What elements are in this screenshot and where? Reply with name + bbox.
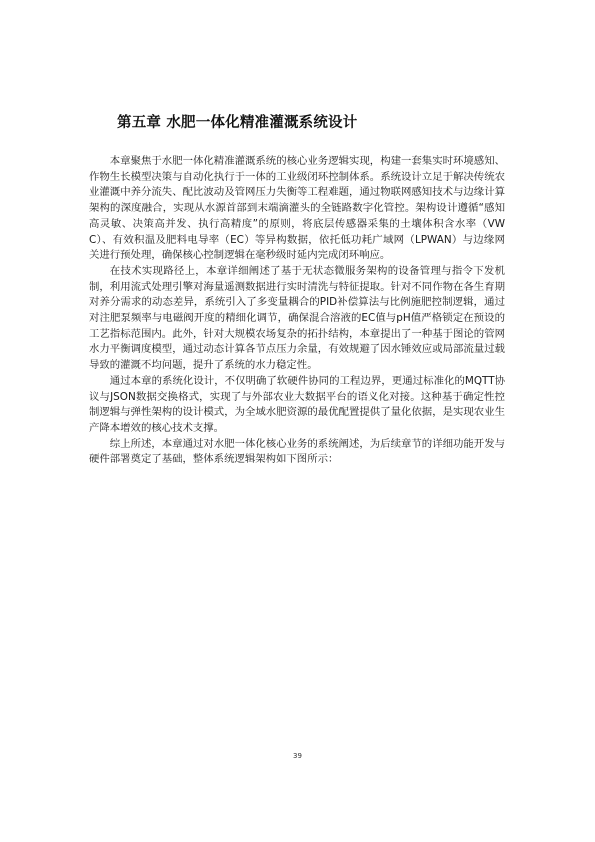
paragraph-standardization: 通过本章的系统化设计，不仅明确了软硬件协同的工程边界，更通过标准化的MQTT协议与JSON数据交换格式，实现了与外部农业大数据平台的语义化对接。这种基于确定性控制逻辑与弹性架构的设计模式，为全域水肥资源的最优配置提供了量化依据，是实现农业生产降本增效的核心技术支撑。 xyxy=(89,374,505,434)
paragraph-technical-path: 在技术实现路径上，本章详细阐述了基于无状态微服务架构的设备管理与指令下发机制，利用流式处理引擎对海量遥测数据进行实时清洗与特征提取。针对不同作物在各生育期对养分需求的动态差异，系统引入了多变量耦合的PID补偿算法与比例施肥控制逻辑，通过对注肥泵频率与电磁阀开度的精细化调节，确保混合溶液的EC值与pH值严格锁定在预设的工艺指标范围内。此外，针对大规模农场复杂的拓扑结构，本章提出了一种基于图论的管网水力平衡调度模型，通过动态计算各节点压力余量，有效规避了因水锤效应或局部流量过载导致的灌溉不均问题，提升了系统的水力稳定性。 xyxy=(89,264,505,372)
chapter-body xyxy=(89,154,505,468)
chapter-title: 第五章 水肥一体化精准灌溉系统设计 xyxy=(117,115,358,131)
paragraph-summary: 综上所述，本章通过对水肥一体化核心业务的系统阐述，为后续章节的详细功能开发与硬件部署奠定了基础，整体系统逻辑架构如下图所示： xyxy=(89,437,505,466)
paragraph-intro: 本章聚焦于水肥一体化精准灌溉系统的核心业务逻辑实现，构建一套集实时环境感知、作物生长模型决策与自动化执行于一体的工业级闭环控制体系。系统设计立足于解决传统农业灌溉中养分流失、配比波动及管网压力失衡等工程难题，通过物联网感知技术与边缘计算架构的深度融合，实现从水源首部到末端滴灌头的全链路数字化管控。架构设计遵循“感知高灵敏、决策高并发、执行高精度”的原则，将底层传感器采集的土壤体积含水率（VWC）、有效积温及肥料电导率（EC）等异构数据，依托低功耗广域网（LPWAN）与边缘网关进行预处理，确保核心控制逻辑在毫秒级时延内完成闭环响应。 xyxy=(89,155,505,262)
page-number: 39 xyxy=(293,752,302,760)
